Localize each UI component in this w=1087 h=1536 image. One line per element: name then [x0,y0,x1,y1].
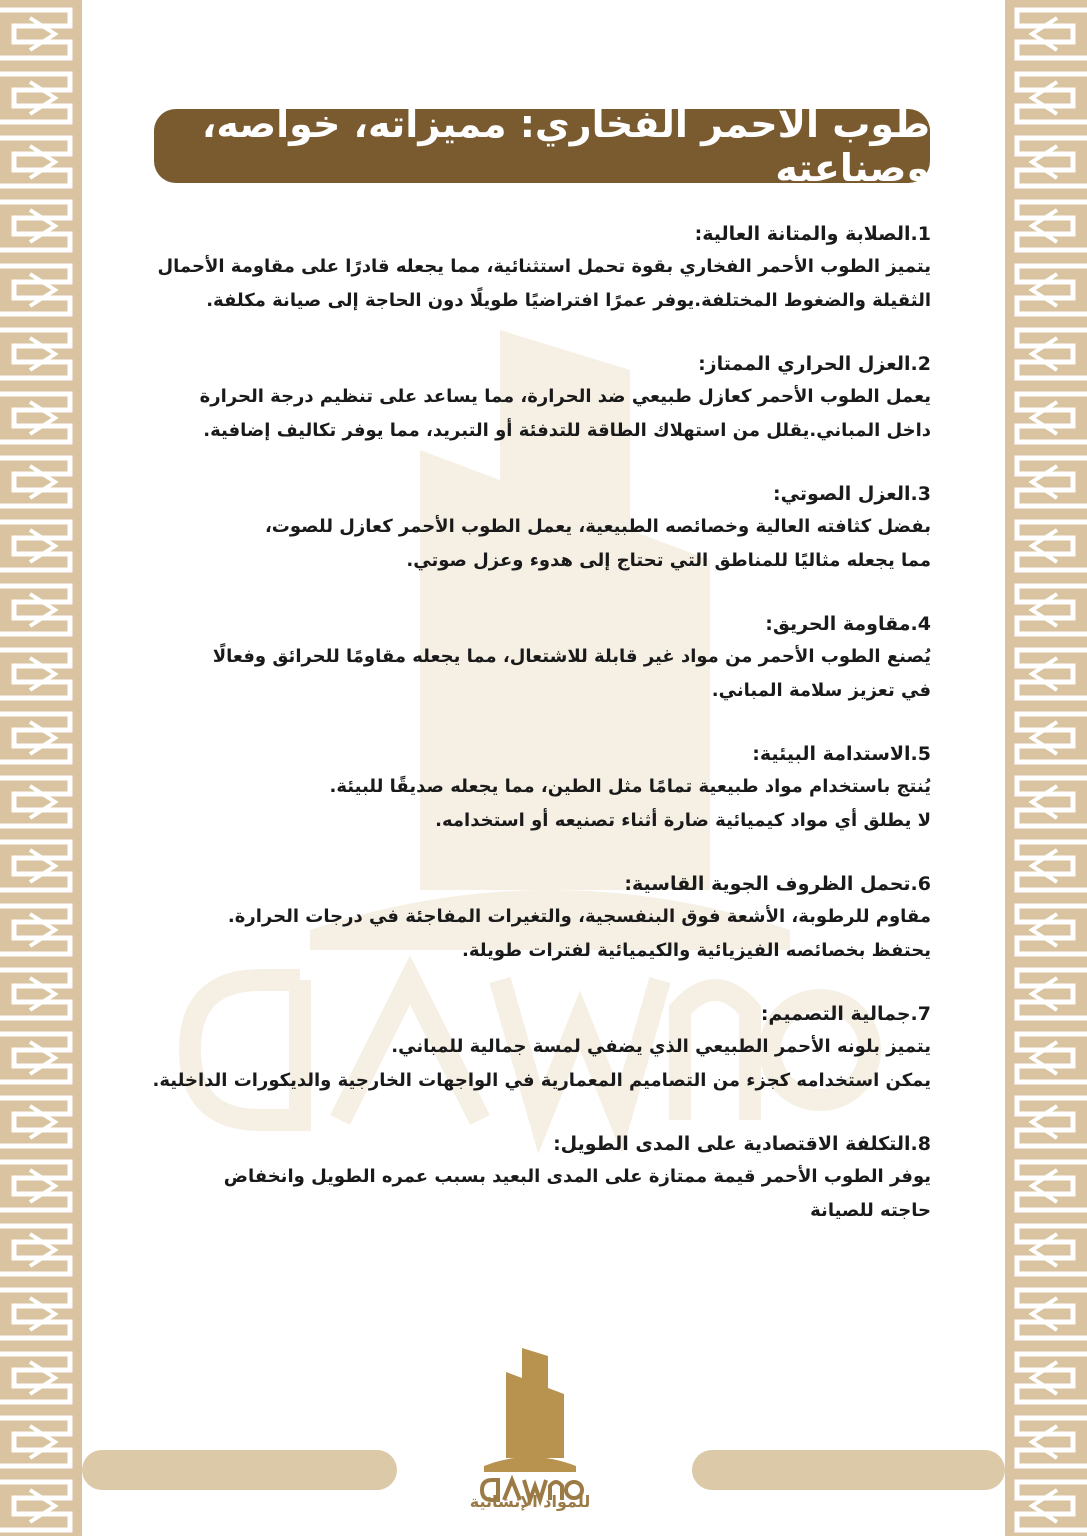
section-heading: 6.تحمل الظروف الجوية القاسية: [624,873,931,895]
section-text: يوفر الطوب الأحمر قيمة ممتازة على المدى البعيد بسبب عمره الطويل وانخفاض [223,1166,931,1187]
section-sustainability [120,738,931,838]
section-heading: 2.العزل الحراري الممتاز: [698,353,931,375]
section-text: يعمل الطوب الأحمر كعازل طبيعي ضد الحرارة، مما يساعد على تنظيم درجة الحرارة [199,386,931,407]
section-heading: 5.الاستدامة البيئية: [752,743,931,765]
page-title: طوب الأحمر الفخاري: مميزاته، خواصه، وصناعته [201,102,930,190]
brand-name-arabic: للمواد الإنشائية [469,1492,591,1511]
section-text: في تعزيز سلامة المباني. [711,680,931,701]
footer-bar-left [82,1450,397,1490]
section-heading: 4.مقاومة الحريق: [765,613,931,635]
section-heading: 8.التكلفة الاقتصادية على المدى الطويل: [553,1133,931,1155]
section-text: مما يجعله مثاليًا للمناطق التي تحتاج إلى هدوء وعزل صوتي. [406,550,931,571]
section-economic-cost [120,1128,931,1228]
section-text: حاجته للصيانة [810,1200,931,1221]
section-fire-resistance [120,608,931,708]
section-text: يمكن استخدامه كجزء من التصاميم المعمارية في الواجهات الخارجية والديكورات الداخلية. [152,1070,931,1091]
section-hardness [120,218,931,318]
section-text: يتميز الطوب الأحمر الفخاري بقوة تحمل استثنائية، مما يجعله قادرًا على مقاومة الأحمال [157,256,931,277]
content-body [120,218,931,1258]
left-decorative-border [0,0,82,1536]
brand-logo-icon [470,1348,590,1508]
section-design-aesthetics [120,998,931,1098]
section-heading: 3.العزل الصوتي: [773,483,931,505]
section-text: داخل المباني.يقلل من استهلاك الطاقة للتدفئة أو التبريد، مما يوفر تكاليف إضافية. [203,420,931,441]
section-text: الثقيلة والضغوط المختلفة.يوفر عمرًا افتراضيًا طويلًا دون الحاجة إلى صيانة مكلفة. [206,290,931,311]
section-text: بفضل كثافته العالية وخصائصه الطبيعية، يعمل الطوب الأحمر كعازل للصوت، [264,516,931,537]
section-thermal-insulation [120,348,931,448]
footer-bar-right [692,1450,1005,1490]
section-text: يُنتج باستخدام مواد طبيعية تمامًا مثل الطين، مما يجعله صديقًا للبيئة. [329,776,931,797]
section-sound-insulation [120,478,931,578]
section-text: مقاوم للرطوبة، الأشعة فوق البنفسجية، والتغيرات المفاجئة في درجات الحرارة. [227,906,931,927]
section-text: لا يطلق أي مواد كيميائية ضارة أثناء تصنيعه أو استخدامه. [435,810,931,831]
section-weather-resistance [120,868,931,968]
right-decorative-border [1005,0,1087,1536]
title-banner [154,102,930,190]
section-heading: 1.الصلابة والمتانة العالية: [694,223,931,245]
section-heading: 7.جمالية التصميم: [760,1003,931,1025]
section-text: يتميز بلونه الأحمر الطبيعي الذي يضفي لمسة جمالية للمباني. [391,1036,931,1057]
section-text: يُصنع الطوب الأحمر من مواد غير قابلة للاشتعال، مما يجعله مقاومًا للحرائق وفعالًا [212,646,931,667]
section-text: يحتفظ بخصائصه الفيزيائية والكيميائية لفترات طويلة. [462,940,931,961]
